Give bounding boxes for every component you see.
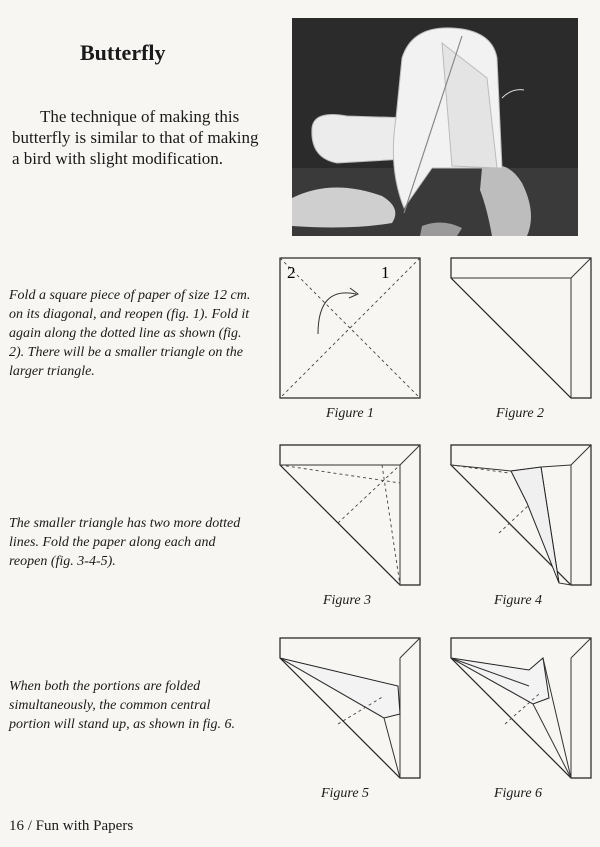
page-footer: 16 / Fun with Papers (9, 818, 134, 834)
page-title: Butterfly (80, 40, 166, 65)
figure-6-diagram (449, 636, 593, 780)
figure-6-caption: Figure 6 (493, 786, 543, 801)
figure-3-caption: Figure 3 (322, 593, 372, 608)
figure-2-caption: Figure 2 (495, 406, 545, 421)
figure-3-diagram (278, 443, 422, 587)
instruction-step-2: The smaller triangle has two more dotted lines. Fold the paper along each and reopen (fig. 3-4-5). (9, 516, 241, 569)
butterfly-photo (292, 18, 578, 236)
figure-2-diagram (449, 256, 593, 400)
figure-4-diagram (449, 443, 593, 587)
figure-1-caption: Figure 1 (325, 406, 375, 421)
instruction-step-3: When both the portions are folded simultaneously, the common central portion will stand up, as shown in fig. 6. (9, 679, 235, 732)
figure-1-diagram (278, 256, 422, 400)
figure-1-label-left: 2 (287, 263, 296, 282)
instruction-step-1: Fold a square piece of paper of size 12 cm. on its diagonal, and reopen (fig. 1). Fold it again along the dotted line as shown (fig. 2). There will be a smaller triangle on the larger triangle. (9, 288, 251, 379)
figure-5-caption: Figure 5 (320, 786, 370, 801)
figure-4-caption: Figure 4 (493, 593, 543, 608)
figure-5-diagram (278, 636, 422, 780)
intro-paragraph: The technique of making this butterfly is similar to that of making a bird with slight modification. (12, 107, 259, 168)
figure-1-label-right: 1 (381, 263, 390, 282)
